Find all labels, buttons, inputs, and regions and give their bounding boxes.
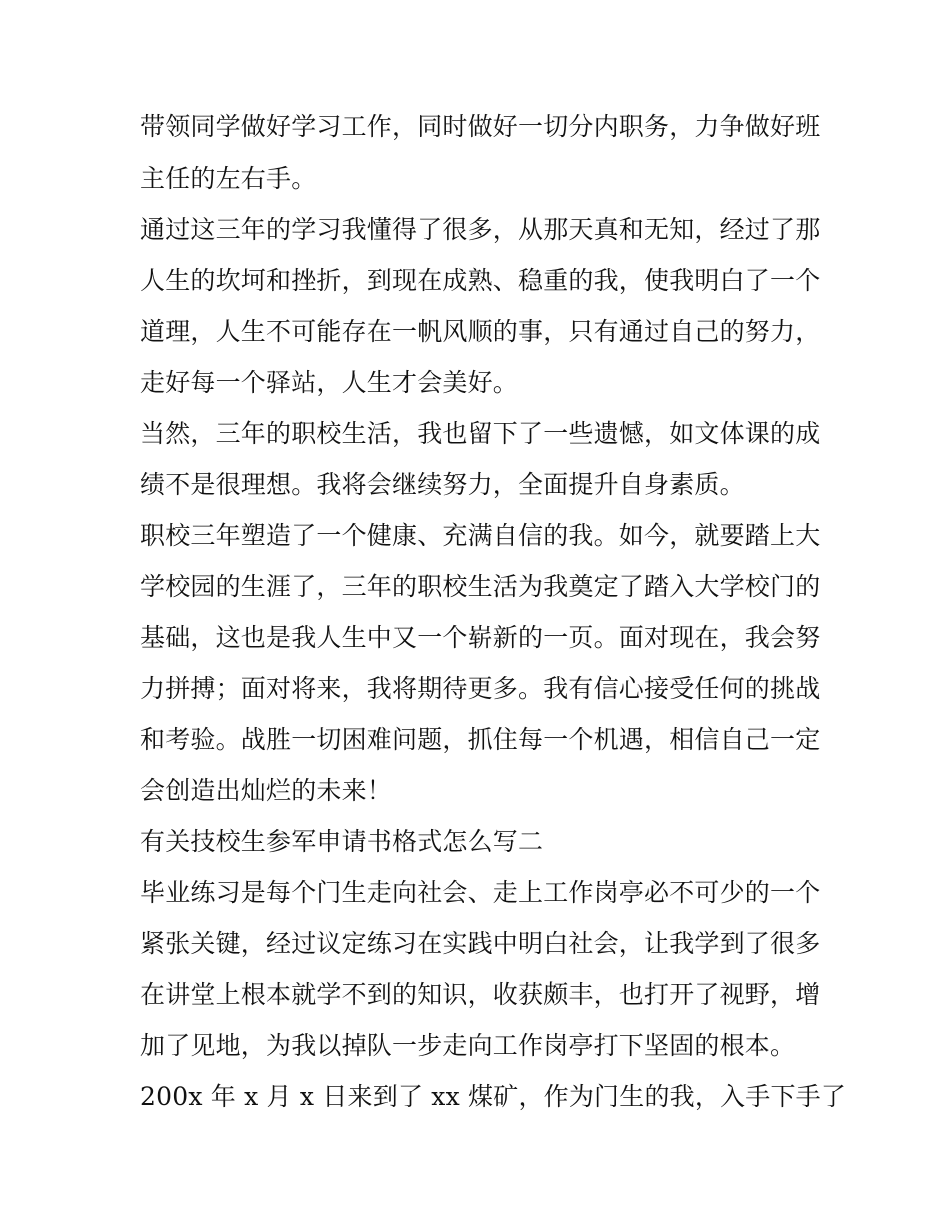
text-line: 当然，三年的职校生活，我也留下了一些遗憾，如文体课的成	[140, 419, 821, 448]
text-line: 力拼搏；面对将来，我将期待更多。我有信心接受任何的挑战	[140, 674, 821, 703]
text-line: 加了见地，为我以掉队一步走向工作岗亭打下坚固的根本。	[140, 1031, 796, 1060]
text-line: 200x 年 x 月 x 日来到了 xx 煤矿，作为门生的我，入手下手了	[140, 1082, 847, 1111]
text-line: 学校园的生涯了，三年的职校生活为我奠定了踏入大学校门的	[140, 572, 821, 601]
text-line: 绩不是很理想。我将会继续努力，全面提升自身素质。	[140, 470, 745, 499]
section-heading: 有关技校生参军申请书格式怎么写二	[140, 827, 544, 856]
text-line: 毕业练习是每个门生走向社会、走上工作岗亭必不可少的一个	[140, 878, 821, 907]
text-line: 会创造出灿烂的未来！	[140, 776, 393, 805]
text-line: 主任的左右手。	[140, 164, 317, 193]
text-line: 基础，这也是我人生中又一个崭新的一页。面对现在，我会努	[140, 623, 821, 652]
text-line: 走好每一个驿站，人生才会美好。	[140, 368, 519, 397]
text-line: 道理，人生不可能存在一帆风顺的事，只有通过自己的努力，	[140, 317, 821, 346]
text-line: 人生的坎坷和挫折，到现在成熟、稳重的我，使我明白了一个	[140, 266, 821, 295]
text-line: 和考验。战胜一切困难问题，抓住每一个机遇，相信自己一定	[140, 725, 821, 754]
text-line: 职校三年塑造了一个健康、充满自信的我。如今，就要踏上大	[140, 521, 821, 550]
text-line: 紧张关键，经过议定练习在实践中明白社会，让我学到了很多	[140, 929, 821, 958]
text-line: 带领同学做好学习工作，同时做好一切分内职务，力争做好班	[140, 112, 821, 141]
text-line: 通过这三年的学习我懂得了很多，从那天真和无知，经过了那	[140, 215, 821, 244]
text-line: 在讲堂上根本就学不到的知识，收获颇丰，也打开了视野，增	[140, 980, 821, 1009]
